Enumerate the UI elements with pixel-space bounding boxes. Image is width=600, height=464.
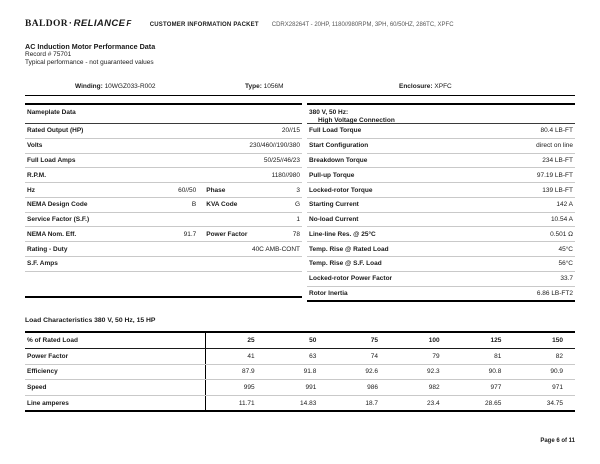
load-table-header-label: % of Rated Load	[27, 337, 78, 345]
hv-row-value: 56°C	[558, 260, 573, 268]
record-number: Record # 75701	[25, 51, 72, 58]
load-row-value: 34.75	[546, 399, 563, 407]
nameplate-row	[25, 272, 302, 296]
high-voltage-table	[307, 103, 575, 302]
high-voltage-row	[307, 168, 575, 183]
load-percent-header: 25	[205, 333, 267, 348]
load-row-value: 91.8	[303, 368, 317, 376]
document-title: AC Induction Motor Performance Data	[25, 42, 156, 51]
nameplate-row-label: Service Factor (S.F.)	[27, 216, 90, 224]
hv-row-value: direct on line	[536, 142, 573, 150]
nameplate-row-value: 3	[296, 186, 300, 194]
load-characteristics-title: Load Characteristics 380 V, 50 Hz, 15 HP	[25, 317, 156, 325]
load-row-value: 971	[552, 383, 563, 391]
hv-row-label: Breakdown Torque	[309, 156, 368, 164]
load-row-value: 977	[490, 383, 502, 391]
high-voltage-rows	[307, 124, 575, 300]
hv-row-value: 97.19 LB-FT	[536, 171, 573, 179]
nameplate-row-value: 78	[292, 230, 300, 238]
load-row-value: 23.4	[427, 399, 440, 407]
load-row-value: 41	[205, 349, 267, 364]
nameplate-row-value: 230/460//190/380	[249, 142, 300, 150]
nameplate-row	[25, 154, 302, 169]
load-row-value: 79	[432, 352, 440, 360]
load-row-value: 11.71	[205, 396, 267, 411]
high-voltage-row	[307, 198, 575, 213]
hv-row-value: 142 A	[556, 201, 573, 209]
load-percent-header: 125	[490, 337, 502, 345]
nameplate-row-value: 91.7	[183, 230, 197, 238]
winding-cell	[25, 83, 245, 90]
load-row-value: 81	[494, 352, 502, 360]
high-voltage-row	[307, 213, 575, 228]
load-table-row	[25, 380, 575, 396]
nameplate-row-label: Phase	[206, 186, 226, 194]
title-block	[25, 42, 575, 67]
load-table-row	[25, 365, 575, 381]
nameplate-row-value: 1	[296, 216, 300, 224]
nameplate-row-label: S.F. Amps	[27, 260, 58, 268]
high-voltage-row	[307, 154, 575, 169]
winding-header-row	[25, 83, 575, 96]
nameplate-row-label: KVA Code	[206, 201, 238, 209]
load-row-label: Efficiency	[27, 368, 58, 376]
logo-dot: ·	[69, 18, 73, 29]
type-value: 1056M	[263, 83, 284, 90]
logo-reliance-text: RELIANCE	[73, 18, 126, 29]
hv-row-label: Temp. Rise @ Rated Load	[309, 245, 389, 253]
hv-row-value: 33.7	[560, 275, 573, 283]
hv-row-label: Starting Current	[309, 201, 359, 209]
hv-row-value: 45°C	[558, 245, 573, 253]
hv-header-line1: 380 V, 50 Hz:	[309, 109, 349, 116]
nameplate-row	[25, 124, 302, 139]
nameplate-row-label: Power Factor	[206, 230, 248, 238]
nameplate-row	[25, 168, 302, 183]
load-percent-header: 75	[370, 337, 378, 345]
hv-row-label: No-load Current	[309, 216, 359, 224]
hv-row-label: Temp. Rise @ S.F. Load	[309, 260, 382, 268]
hv-row-label: Locked-rotor Torque	[309, 186, 373, 194]
load-table-row	[25, 396, 575, 411]
load-row-value: 18.7	[365, 399, 378, 407]
nameplate-row-label: NEMA Design Code	[27, 201, 88, 209]
high-voltage-row	[307, 242, 575, 257]
load-table-row	[25, 349, 575, 365]
hv-row-label: Line-line Res. @ 25°C	[309, 230, 376, 238]
nameplate-row	[25, 198, 302, 213]
motor-spec-line: CDRX28264T - 20HP, 1180//980RPM, 3PH, 60/50HZ, 286TC, XPFC	[271, 22, 454, 28]
load-row-value: 986	[367, 383, 378, 391]
load-row-value: 74	[370, 352, 378, 360]
high-voltage-table-header	[307, 105, 575, 124]
nameplate-row-value: 1180//980	[271, 171, 300, 179]
reliance-flag-icon: F	[126, 19, 132, 28]
nameplate-row-label	[27, 275, 300, 292]
nameplate-row	[25, 183, 302, 198]
nameplate-row-value: 40C AMB-CONT	[251, 245, 300, 253]
nameplate-rows	[25, 124, 302, 296]
load-row-value: 87.9	[205, 365, 267, 380]
hv-row-label: Start Configuration	[309, 142, 369, 150]
high-voltage-row	[307, 183, 575, 198]
hv-row-value: 10.54 A	[550, 216, 573, 224]
nameplate-row	[25, 227, 302, 242]
hv-row-value: 80.4 LB-FT	[540, 127, 573, 135]
nameplate-row-value: 20//15	[281, 127, 300, 135]
hv-row-value: 6.86 LB-FT2	[536, 289, 573, 297]
load-row-value: 82	[555, 352, 563, 360]
nameplate-row	[25, 257, 302, 272]
nameplate-row-label: Full Load Amps	[27, 156, 76, 164]
nameplate-row	[25, 213, 302, 228]
winding-value: 10WGZ033-R002	[104, 83, 156, 90]
document-page	[25, 0, 575, 464]
nameplate-row-value: G	[294, 201, 300, 209]
nameplate-row-label: NEMA Nom. Eff.	[27, 230, 77, 238]
nameplate-row	[25, 139, 302, 154]
nameplate-section	[25, 103, 575, 302]
load-row-value: 991	[305, 383, 317, 391]
high-voltage-row	[307, 272, 575, 287]
hv-row-label: Full Load Torque	[309, 127, 362, 135]
winding-label: Winding:	[75, 83, 103, 90]
nameplate-table-header: Nameplate Data	[25, 105, 302, 124]
type-label: Type:	[245, 83, 262, 90]
nameplate-row-label: Volts	[27, 142, 43, 150]
high-voltage-row	[307, 257, 575, 272]
page-number: Page 6 of 11	[540, 438, 575, 444]
nameplate-row-value: 50/25//46/23	[263, 156, 300, 164]
load-percent-header: 100	[428, 337, 440, 345]
nameplate-row-label: Hz	[27, 186, 35, 194]
type-cell	[245, 83, 399, 90]
load-row-value: 92.6	[365, 368, 378, 376]
load-row-label: Line amperes	[27, 399, 69, 407]
load-row-value: 90.8	[488, 368, 502, 376]
load-row-value: 63	[309, 352, 317, 360]
packet-title: CUSTOMER INFORMATION PACKET	[149, 22, 259, 28]
performance-note: Typical performance - not guaranteed values	[25, 59, 154, 66]
high-voltage-row	[307, 287, 575, 301]
nameplate-row	[25, 242, 302, 257]
load-percent-header: 150	[552, 337, 563, 345]
load-row-value: 28.65	[485, 399, 502, 407]
load-row-label: Power Factor	[27, 352, 69, 360]
hv-row-label: Pull-up Torque	[309, 171, 355, 179]
enclosure-value: XPFC	[434, 83, 452, 90]
load-row-value: 92.3	[427, 368, 440, 376]
logo-baldor-text: BALDOR	[25, 19, 69, 29]
high-voltage-row	[307, 139, 575, 154]
enclosure-cell	[399, 83, 575, 90]
load-row-value: 90.9	[550, 368, 563, 376]
hv-row-label: Locked-rotor Power Factor	[309, 275, 393, 283]
hv-row-value: 139 LB-FT	[542, 186, 573, 194]
load-characteristics-table	[25, 331, 575, 412]
hv-header-line2: High Voltage Connection	[318, 117, 395, 124]
nameplate-table	[25, 103, 302, 298]
nameplate-row-label: Rated Output (HP)	[27, 127, 84, 135]
hv-row-value: 0.501 Ω	[550, 230, 573, 238]
load-row-label: Speed	[27, 383, 47, 391]
page-header	[25, 18, 575, 29]
load-row-value: 14.83	[300, 399, 317, 407]
load-table-header-row	[25, 333, 575, 349]
load-percent-header: 50	[309, 337, 317, 345]
hv-row-label: Rotor Inertia	[309, 289, 348, 297]
high-voltage-row	[307, 124, 575, 139]
load-row-value: 995	[205, 380, 267, 395]
nameplate-row-value: B	[191, 201, 197, 209]
nameplate-row-value: 60//50	[178, 186, 197, 194]
nameplate-row-label: Rating - Duty	[27, 245, 68, 253]
hv-row-value: 234 LB-FT	[542, 156, 573, 164]
enclosure-label: Enclosure:	[399, 83, 433, 90]
high-voltage-row	[307, 227, 575, 242]
baldor-reliance-logo	[25, 18, 132, 29]
load-row-value: 982	[428, 383, 440, 391]
nameplate-row-label: R.P.M.	[27, 171, 47, 179]
